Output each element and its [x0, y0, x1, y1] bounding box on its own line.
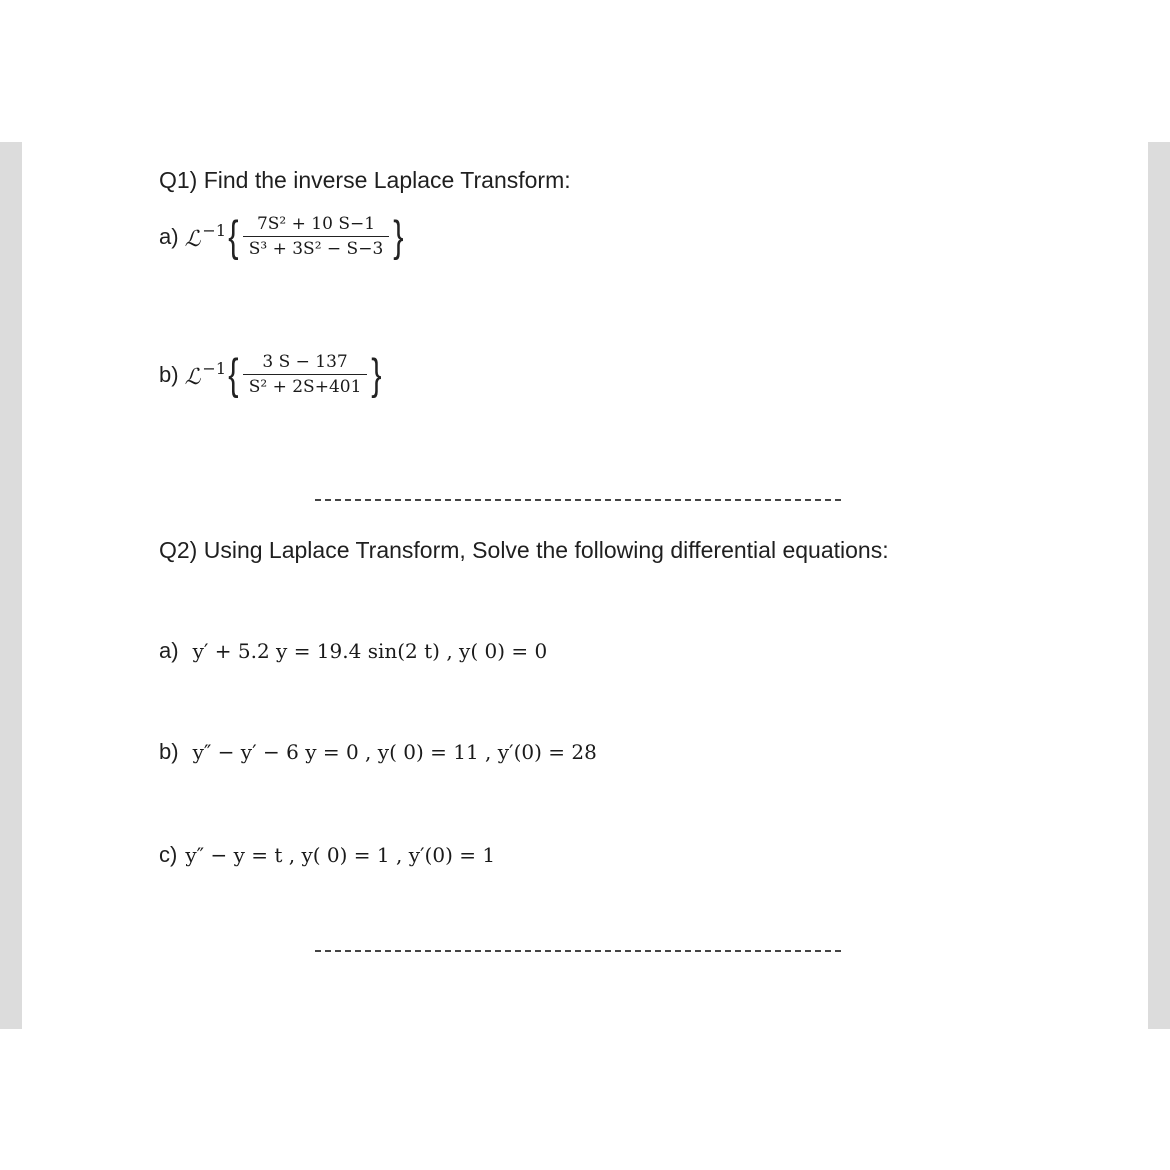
- q2-item-b: [159, 739, 597, 765]
- q1-item-a: [159, 211, 406, 261]
- dashed-separator: [315, 950, 841, 952]
- q1-b-denominator: S² + 2S+401: [243, 374, 368, 397]
- close-brace: }: [393, 211, 404, 261]
- q2-item-c: [159, 842, 495, 868]
- q2-c-label: c): [159, 842, 178, 867]
- open-brace: {: [228, 349, 239, 399]
- q2-a-equation: y′ + 5.2 y = 19.4 sin(2 t) , y( 0) = 0: [192, 639, 548, 663]
- close-brace: }: [371, 349, 382, 399]
- q1-a-fraction: [243, 214, 390, 259]
- q1-item-b: [159, 349, 384, 399]
- left-margin-bar: [0, 142, 22, 1029]
- q2-b-label: b): [159, 739, 179, 764]
- q1-b-fraction: [243, 352, 368, 397]
- laplace-operator: ℒ $^{-1}$: [184, 221, 227, 252]
- dashed-separator: [315, 499, 841, 501]
- laplace-operator: ℒ $^{-1}$: [184, 359, 227, 390]
- q2-b-equation: y″ − y′ − 6 y = 0 , y( 0) = 11 , y′(0) = 28: [192, 740, 597, 764]
- q1-a-numerator: 7S² + 10 S−1: [256, 214, 376, 234]
- q1-a-label: a): [159, 223, 179, 249]
- q1-b-label: b): [159, 361, 179, 387]
- q2-c-equation: y″ − y = t , y( 0) = 1 , y′(0) = 1: [185, 843, 496, 867]
- q1-heading: Q1) Find the inverse Laplace Transform:: [159, 167, 571, 193]
- q1-a-denominator: S³ + 3S² − S−3: [243, 236, 390, 259]
- right-margin-bar: [1148, 142, 1170, 1029]
- q2-heading: Q2) Using Laplace Transform, Solve the following differential equations:: [159, 537, 889, 563]
- document-page: [22, 142, 1148, 1029]
- q1-b-numerator: 3 S − 137: [262, 352, 348, 372]
- q2-item-a: [159, 638, 547, 664]
- open-brace: {: [228, 211, 239, 261]
- q2-a-label: a): [159, 638, 179, 663]
